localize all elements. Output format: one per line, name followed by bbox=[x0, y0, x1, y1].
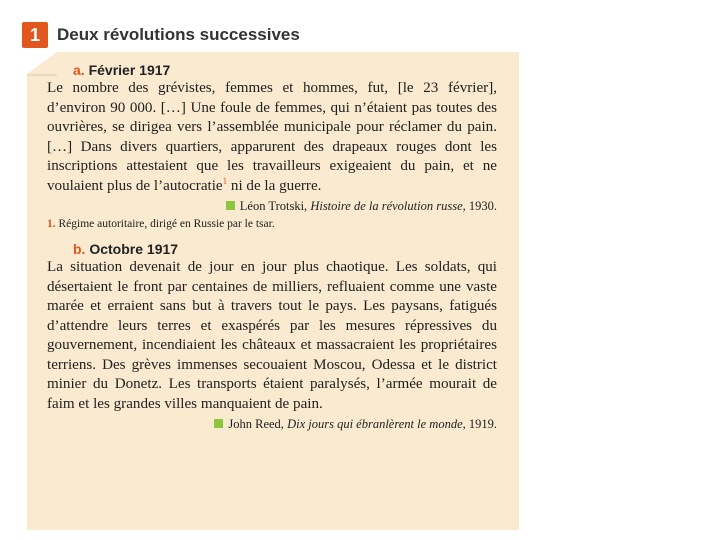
section-a-source bbox=[47, 198, 497, 214]
footnote-reference[interactable]: 1 bbox=[222, 175, 228, 186]
footnote bbox=[47, 217, 497, 231]
section-b-year: , 1919. bbox=[462, 417, 497, 431]
section-b-text: La situation devenait de jour en jour plus chaotique. Les soldats, qui désertaient le front par centaines de milliers, refluaient comme une vaste marée et erraient sans but à travers tout le pays. Les paysans, fatigués d’attendre leurs terres et exaspérés par les mesures répressives du gouvernement, incendiaient les châteaux et massacraient les propriétaires terriens. Des grèves immenses secouaient Moscou, Odessa et le district minier du Donetz. Les transports étaient paralysés, l’armée mourait de faim et les grandes villes manquaient de pain. bbox=[47, 259, 497, 412]
section-b-source bbox=[47, 416, 497, 432]
section-b-letter: b. bbox=[73, 241, 86, 257]
source-marker-icon bbox=[214, 419, 223, 428]
section-a-heading bbox=[73, 62, 497, 78]
section-a-text-body: Le nombre des grévistes, femmes et hommes, fut, [le 23 février], d’environ 90 000. […] Une foule de femmes, qui n’étaient pas toutes des ouvrières, se dirigea vers l’assemblée municipale pour réclamer du pain. […] Dans divers quartiers, apparurent des drapeaux rouges dont les inscriptions attestaient que les travailleurs exigeaient du pain, et ne voulaient plus de l’autocratie bbox=[47, 80, 497, 194]
section-a-letter: a. bbox=[73, 62, 85, 78]
document-number-badge: 1 bbox=[22, 22, 48, 48]
document-title: Deux révolutions successives bbox=[57, 25, 300, 44]
section-b-heading bbox=[73, 241, 497, 257]
folded-corner-icon bbox=[27, 52, 57, 74]
footnote-text: Régime autoritaire, dirigé en Russie par le tsar. bbox=[58, 218, 275, 230]
section-a-title: Février 1917 bbox=[88, 62, 171, 78]
document-header bbox=[22, 22, 300, 48]
footnote-number: 1. bbox=[47, 218, 56, 230]
section-a-year: , 1930. bbox=[462, 199, 497, 213]
source-marker-icon bbox=[226, 201, 235, 210]
section-a-work: Histoire de la révolution russe bbox=[310, 199, 463, 213]
section-b-author: John Reed, bbox=[228, 417, 284, 431]
section-b-work: Dix jours qui ébranlèrent le monde bbox=[287, 417, 463, 431]
section-a-text-end: ni de la guerre. bbox=[227, 177, 322, 194]
document-card bbox=[27, 52, 519, 530]
section-b-title: Octobre 1917 bbox=[89, 241, 179, 257]
section-a-author: Léon Trotski, bbox=[239, 199, 308, 213]
section-a-text bbox=[47, 79, 497, 196]
